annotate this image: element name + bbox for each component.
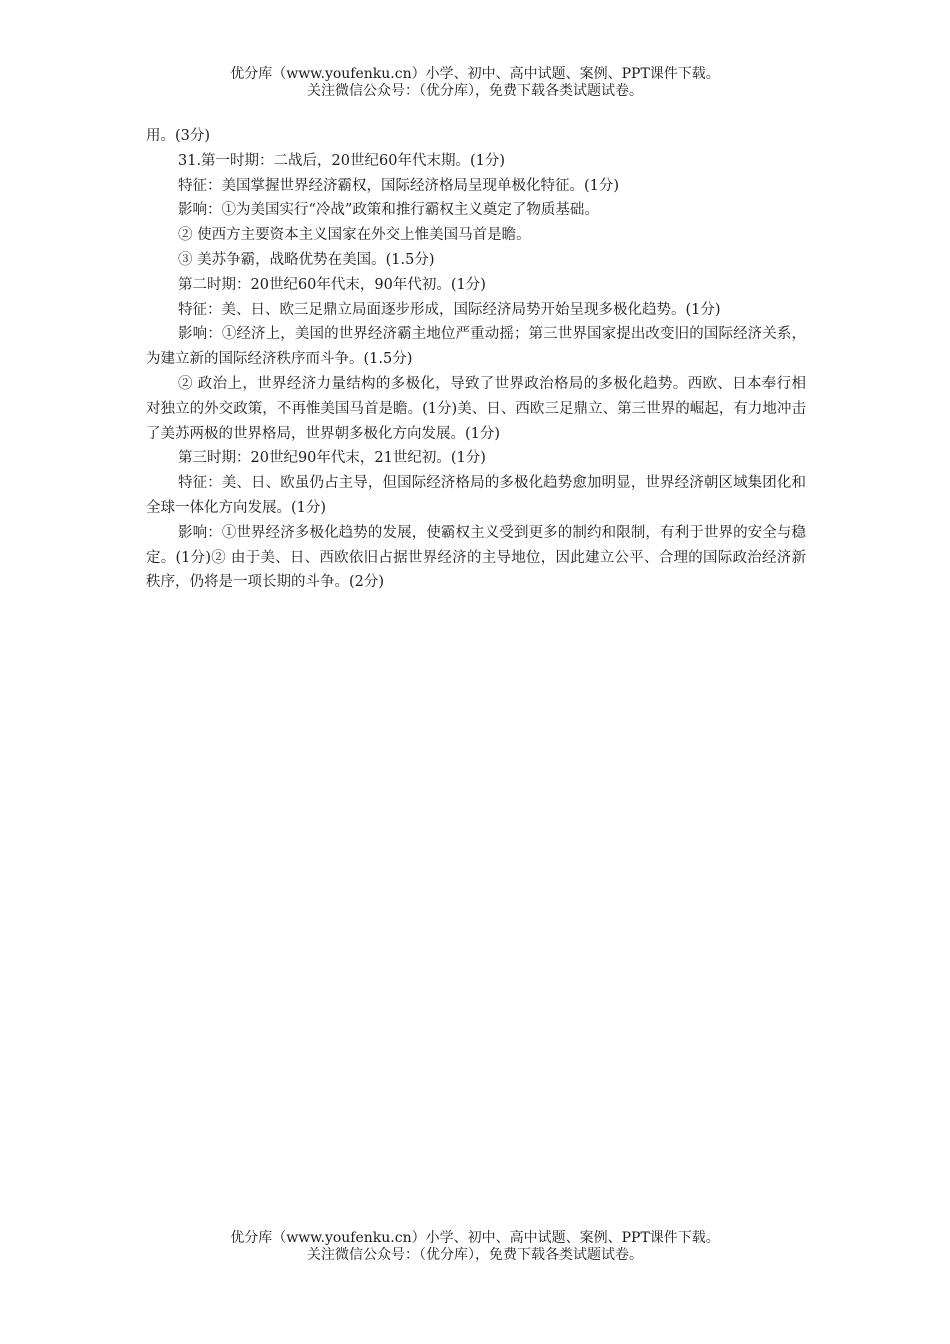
- paragraph-period-1-feature: 特征：美国掌握世界经济霸权，国际经济格局呈现单极化特征。(1分): [178, 177, 620, 194]
- paragraph-period-2: 第二时期：20世纪60年代末，90年代初。(1分): [178, 276, 486, 293]
- paragraph-q31-period-1: 31.第一时期：二战后，20世纪60年代末期。(1分): [178, 152, 505, 169]
- paragraph-period-2-impact-2: ② 政治上，世界经济力量结构的多极化，导致了世界政治格局的多极化趋势。西欧、日本奉行相对独立的外交政策，不再惟美国马首是瞻。(1分)美、日、西欧三足鼎立、第三世界的崛起，有力地冲击了美苏两极的世界格局，世界朝多极化方向发展。(1分): [146, 375, 806, 442]
- paragraph-period-3: 第三时期：20世纪90年代末，21世纪初。(1分): [178, 450, 486, 467]
- paragraph-period-1-impact-3: ③ 美苏争霸，战略优势在美国。(1.5分): [178, 251, 435, 268]
- paragraph-period-3-impact: 影响：①世界经济多极化趋势的发展，使霸权主义受到更多的制约和限制，有利于世界的安全与稳定。(1分)② 由于美、日、西欧依旧占据世界经济的主导地位，因此建立公平、合理的国际政治经济新秩序，仍将是一项长期的斗争。(2分): [146, 524, 806, 591]
- header-line-2: 关注微信公众号：（优分库），免费下载各类试题试卷。: [307, 83, 643, 99]
- document-body: [146, 124, 806, 595]
- page-header: [0, 66, 950, 100]
- paragraph-period-2-impact-1: 影响：①经济上，美国的世界经济霸主地位严重动摇；第三世界国家提出改变旧的国际经济关系，为建立新的国际经济秩序而斗争。(1.5分): [146, 326, 806, 368]
- page-footer: [0, 1230, 950, 1264]
- paragraph-period-3-feature: 特征：美、日、欧虽仍占主导，但国际经济格局的多极化趋势愈加明显，世界经济朝区域集团化和全球一体化方向发展。(1分): [146, 475, 806, 516]
- footer-line-1: 优分库（www.youfenku.cn）小学、初中、高中试题、案例、PPT课件下载。: [230, 1230, 720, 1246]
- header-line-1: 优分库（www.youfenku.cn）小学、初中、高中试题、案例、PPT课件下载。: [230, 66, 720, 82]
- paragraph-continuation: 用。(3分): [146, 128, 211, 144]
- paragraph-period-1-impact-2: ② 使西方主要资本主义国家在外交上惟美国马首是瞻。: [178, 227, 531, 244]
- paragraph-period-1-impact-1: 影响：①为美国实行“冷战”政策和推行霸权主义奠定了物质基础。: [178, 202, 599, 219]
- paragraph-period-2-feature: 特征：美、日、欧三足鼎立局面逐步形成，国际经济局势开始呈现多极化趋势。(1分): [178, 301, 721, 318]
- footer-line-2: 关注微信公众号：（优分库），免费下载各类试题试卷。: [307, 1247, 643, 1263]
